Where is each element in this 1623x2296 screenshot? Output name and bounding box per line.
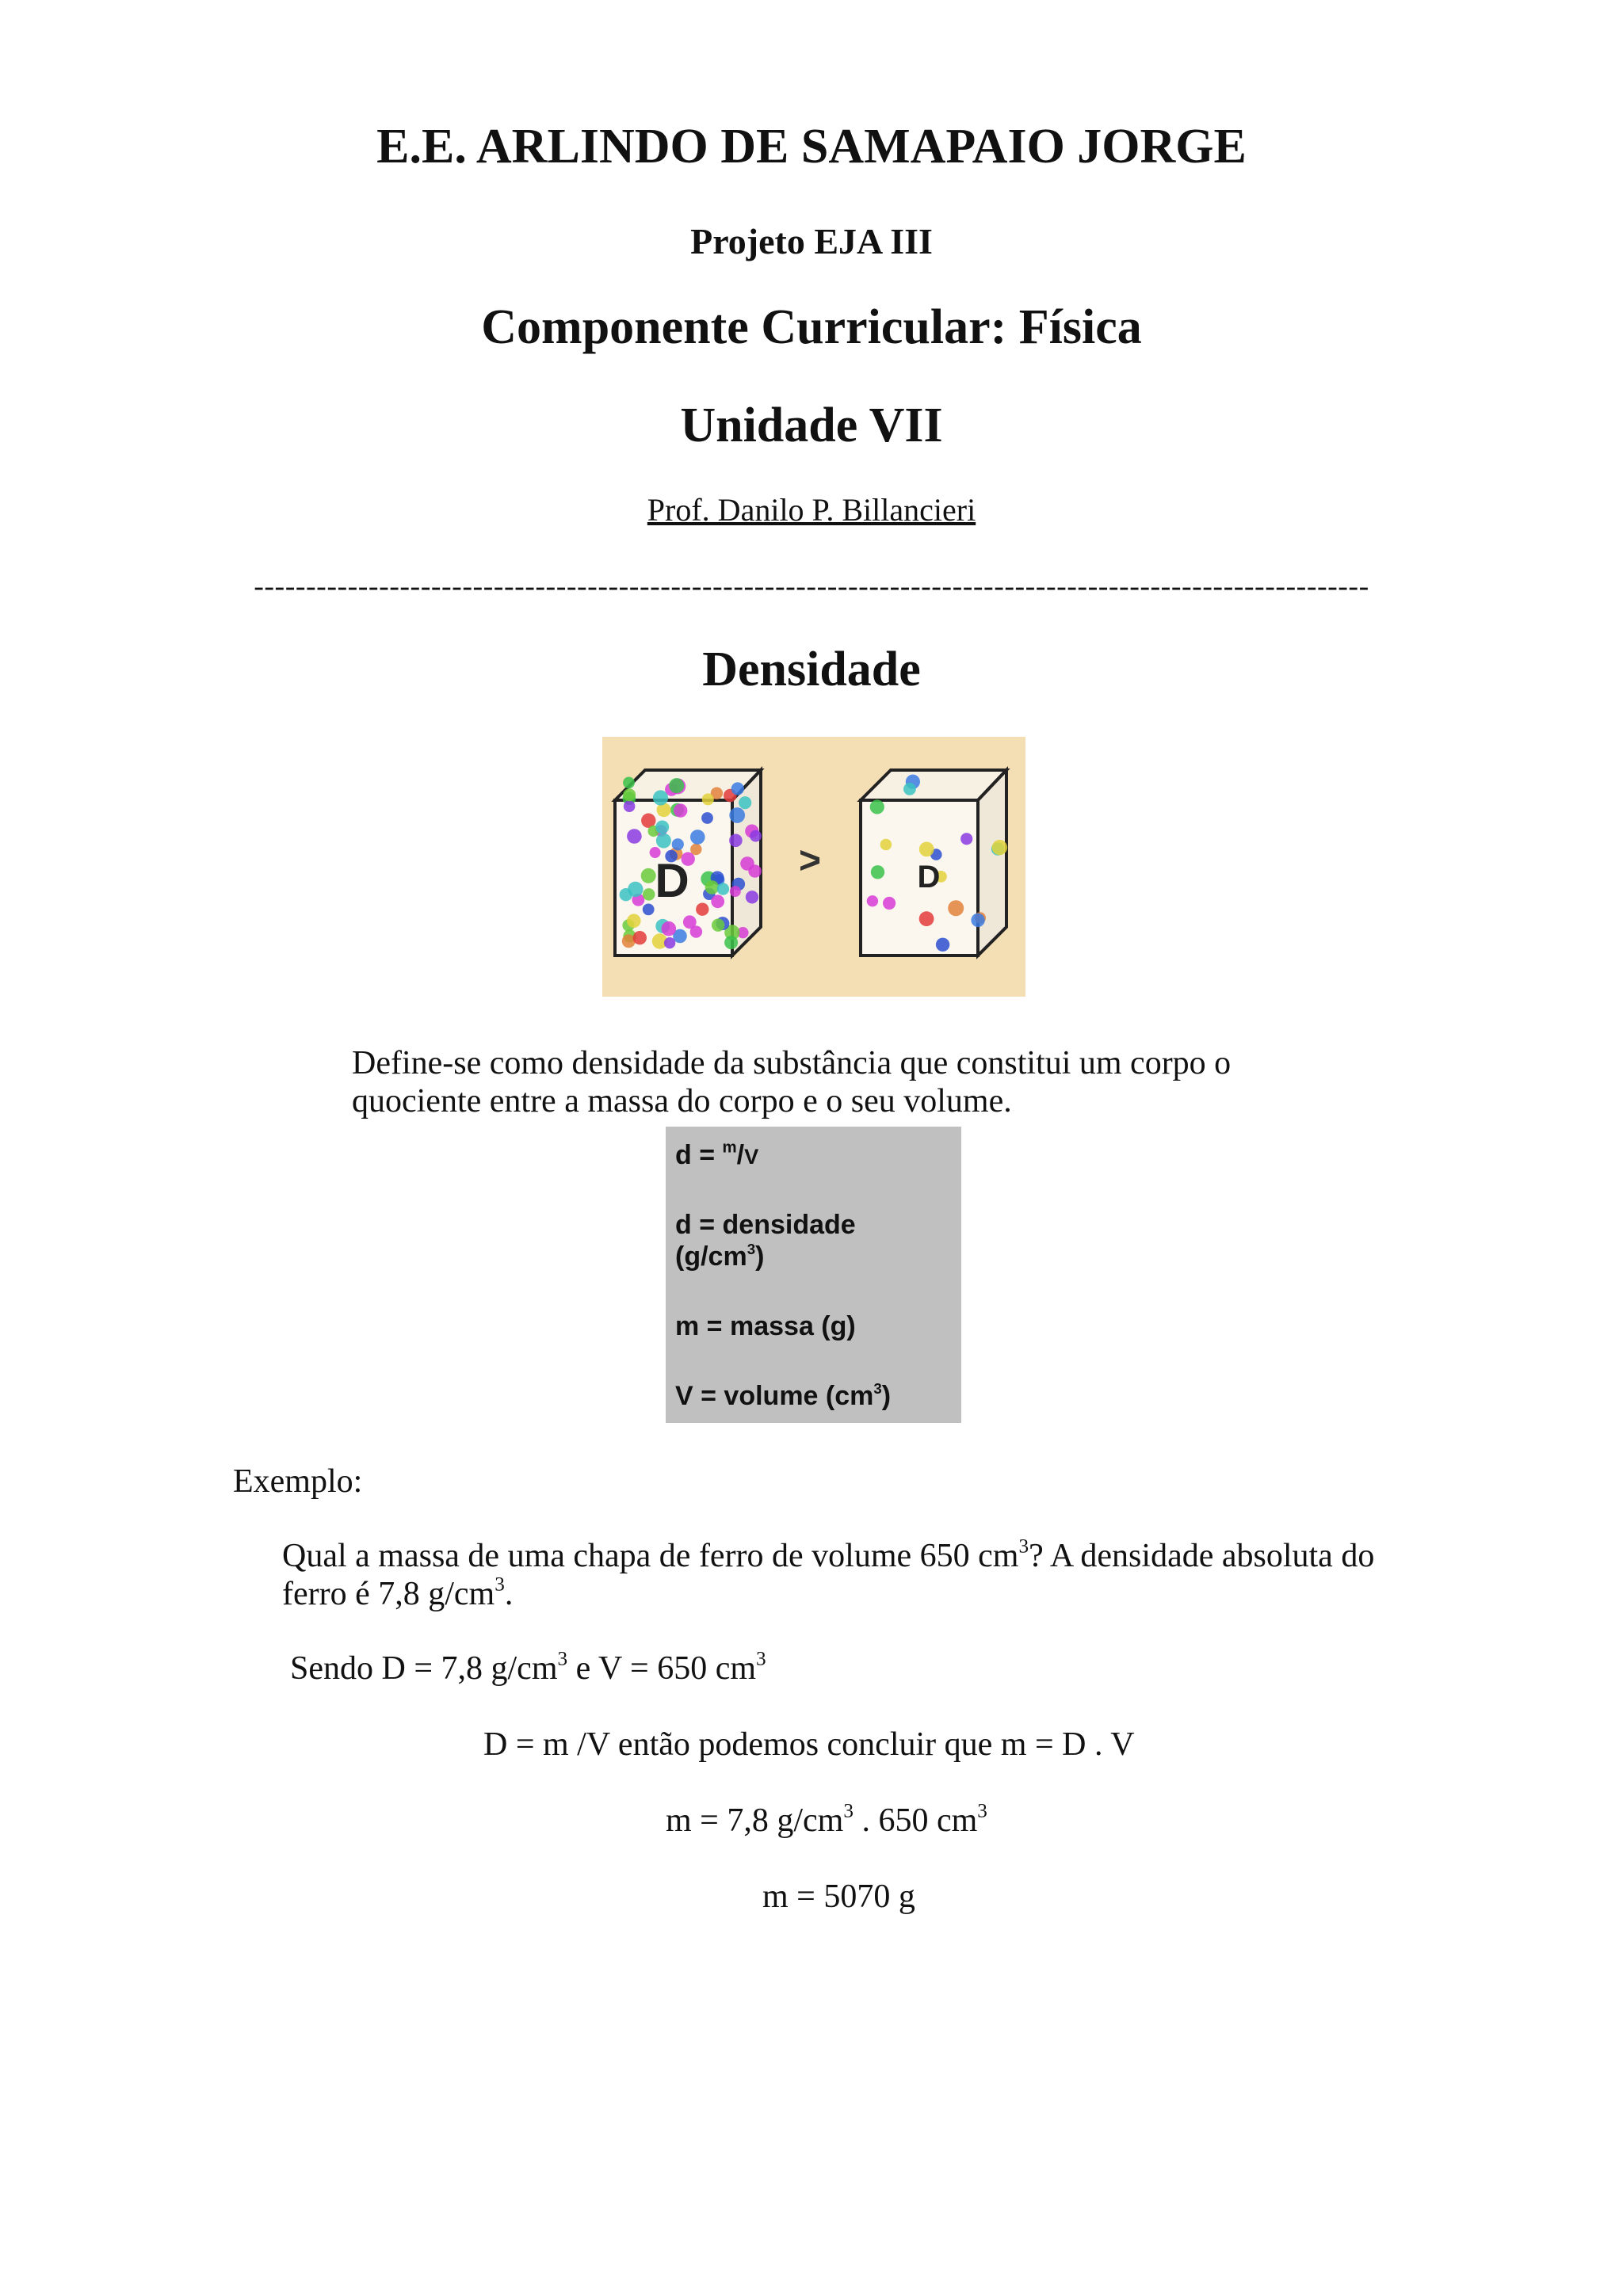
particle	[724, 936, 738, 949]
section-title: Densidade	[702, 643, 921, 696]
particle	[903, 783, 916, 795]
particle	[643, 904, 655, 916]
formula-box	[666, 1127, 961, 1423]
particle	[948, 900, 964, 916]
particle	[623, 777, 635, 789]
particle	[730, 886, 741, 897]
example-label: Exemplo:	[233, 1463, 363, 1500]
particle	[690, 830, 705, 845]
particle	[656, 833, 671, 849]
particle	[867, 895, 878, 906]
particle	[960, 833, 972, 845]
particle	[701, 812, 713, 824]
particle	[664, 937, 675, 948]
particle	[655, 821, 669, 834]
particle	[628, 882, 643, 897]
particle	[669, 778, 684, 793]
particle	[936, 938, 949, 952]
particle	[702, 793, 714, 805]
particle	[746, 891, 758, 903]
particle	[623, 788, 636, 801]
particle	[880, 839, 892, 851]
particle	[717, 883, 729, 894]
particle	[870, 799, 884, 814]
right-density-label: D	[917, 860, 941, 894]
result: m = 5070 g	[762, 1878, 915, 1915]
greater-than-symbol: >	[798, 840, 822, 882]
particle	[690, 925, 702, 937]
particle	[672, 838, 684, 850]
calculation-step: m = 7,8 $g/cm^3$ . 650 $cm^3$	[666, 1800, 987, 1839]
unit-title: Unidade VII	[680, 399, 943, 452]
mass-definition: m = massa (g)	[675, 1311, 856, 1341]
particle	[705, 880, 720, 894]
school-name: E.E. ARLINDO DE SAMAPAIO JORGE	[376, 120, 1247, 174]
professor-name: Prof. Danilo P. Billancieri	[647, 492, 976, 528]
particle	[729, 834, 743, 848]
question-line-2: ferro é 7,8 $g/cm^3$.	[282, 1573, 514, 1612]
definition-line-2: quociente entre a massa do corpo e o seu volume.	[352, 1083, 1012, 1119]
particle	[643, 888, 655, 901]
volume-definition: V = volume $(cm^3)$	[675, 1379, 892, 1411]
particle	[690, 844, 701, 855]
particle	[919, 911, 934, 926]
particle	[711, 894, 724, 908]
particle	[750, 830, 762, 842]
particle	[971, 913, 984, 927]
particle	[674, 803, 687, 817]
particle	[740, 856, 754, 871]
particle	[653, 790, 668, 805]
definition-line-1: Define-se como densidade da substância que constitui um corpo o	[352, 1045, 1232, 1081]
particle	[731, 782, 744, 795]
given-values: Sendo D = 7,8 $g/cm^3$ e V = 650 $cm^3$	[290, 1648, 766, 1687]
particle	[641, 868, 656, 883]
particle	[627, 829, 642, 844]
particle	[624, 800, 636, 812]
curricular-component: Componente Curricular: Física	[481, 300, 1142, 354]
density-illustration	[602, 737, 1025, 997]
particle	[712, 919, 724, 932]
density-relation: D = m /V então podemos concluir que m = D . V	[483, 1726, 1135, 1763]
particle	[919, 842, 934, 857]
density-unit: $(g/cm^3)$	[675, 1240, 765, 1272]
left-density-label: D	[655, 854, 689, 907]
particle	[883, 897, 896, 910]
particle	[696, 903, 708, 916]
particle	[729, 807, 745, 823]
density-comparison-figure	[602, 737, 1025, 997]
project-title: Projeto EJA III	[690, 221, 933, 261]
particle	[739, 796, 751, 809]
particle	[633, 931, 647, 944]
particle	[871, 865, 884, 879]
question-line-1: Qual a massa de uma chapa de ferro de volume 650 $cm^3$? A densidade absoluta do	[282, 1535, 1375, 1574]
density-formula: d = $^m$/V	[675, 1138, 759, 1170]
particle	[627, 914, 641, 929]
density-definition: d = densidade	[675, 1210, 856, 1240]
particle	[992, 840, 1007, 855]
particle	[662, 921, 677, 936]
divider-line: -----------------------------------------------------------------------------------------------------------	[254, 570, 1369, 603]
